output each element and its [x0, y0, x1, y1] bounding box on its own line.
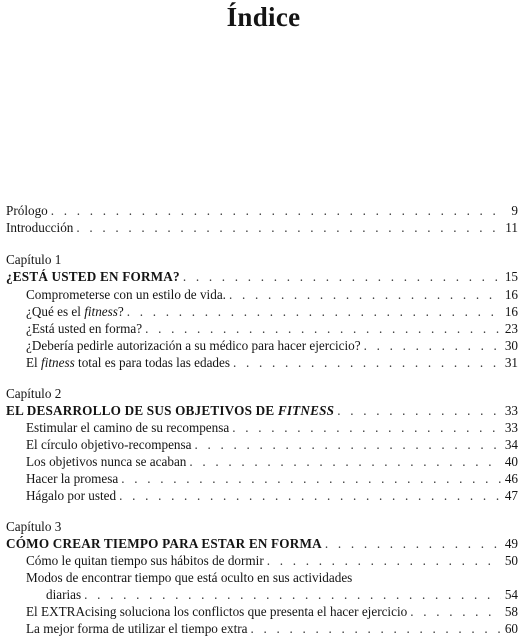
page-title: Índice: [226, 2, 301, 32]
chapter-heading: Capítulo 2: [6, 386, 62, 401]
toc-entry: [26, 419, 518, 437]
toc-entry: [46, 586, 518, 604]
toc-entry: [26, 286, 518, 304]
toc-entry-label: Cómo le quitan tiempo sus hábitos de dormir: [26, 553, 264, 568]
toc-entry-label: El EXTRAcising soluciona los conflictos que presenta el hacer ejercicio: [26, 604, 408, 619]
toc-entry-page: 47: [504, 488, 518, 503]
dot-leader: [76, 219, 501, 237]
dot-leader: [267, 552, 501, 570]
toc-entry-label: Modos de encontrar tiempo que está oculto en sus actividades: [26, 570, 353, 585]
dot-leader: [121, 470, 501, 488]
toc-entry-page: 58: [504, 604, 518, 619]
toc-entry: [26, 552, 518, 570]
dot-leader: [232, 419, 501, 437]
dot-leader: [233, 354, 501, 372]
dot-leader: [337, 402, 501, 420]
toc-entry: [26, 470, 518, 488]
toc-entry-label: Los objetivos nunca se acaban: [26, 454, 187, 469]
dot-leader: [410, 603, 501, 621]
toc-entry-label: Comprometerse con un estilo de vida.: [26, 287, 226, 302]
toc-entry-label: ¿Debería pedirle autorización a su médico para hacer ejercicio?: [26, 338, 361, 353]
dot-leader: [183, 268, 501, 286]
toc-entry-label: Estimular el camino de su recompensa: [26, 420, 230, 435]
toc-entry: [26, 620, 518, 638]
toc-entry-page: 16: [504, 304, 518, 319]
toc-entry-label-continued: diarias: [46, 587, 82, 602]
dot-leader: [119, 487, 501, 505]
chapter-heading: Capítulo 1: [6, 252, 62, 267]
toc-entry-label: El fitness total es para todas las edades: [26, 355, 230, 370]
toc-entry-label: La mejor forma de utilizar el tiempo extra: [26, 621, 248, 636]
toc-entry: [26, 436, 518, 454]
toc-entry-page: 33: [504, 420, 518, 435]
toc-entry: [26, 487, 518, 505]
chapter-title-row: [6, 535, 518, 553]
dot-leader: [84, 586, 501, 604]
toc-entry-page: 49: [504, 536, 518, 551]
dot-leader: [251, 620, 501, 638]
toc-entry-page: 30: [504, 338, 518, 353]
toc-entry-label: El círculo objetivo-recompensa: [26, 437, 192, 452]
dot-leader: [51, 202, 501, 220]
toc-entry-label: Introducción: [6, 220, 74, 235]
toc-entry-label: ¿Está usted en forma?: [26, 321, 143, 336]
toc-entry-page: 16: [504, 287, 518, 302]
chapter-title-row: [6, 402, 518, 420]
toc-entry-page: 40: [504, 454, 518, 469]
dot-leader: [229, 286, 501, 304]
toc-entry-label: Hacer la promesa: [26, 471, 119, 486]
chapter-title-row: [6, 268, 518, 286]
dot-leader: [325, 535, 501, 553]
toc-entry: [26, 320, 518, 338]
dot-leader: [195, 436, 501, 454]
toc-entry: [26, 354, 518, 372]
toc-entry-page: 15: [504, 269, 518, 284]
toc-entry-prologo: [6, 202, 518, 220]
toc-entry: [26, 303, 518, 321]
chapter-title: EL DESARROLLO DE SUS OBJETIVOS DE FITNESS: [6, 403, 335, 418]
chapter-heading: Capítulo 3: [6, 519, 62, 534]
toc-entry-label: Prólogo: [6, 203, 48, 218]
toc-entry-page: 31: [504, 355, 518, 370]
dot-leader: [189, 453, 501, 471]
toc-entry-page: 9: [511, 203, 518, 218]
toc-entry: [26, 603, 518, 621]
chapter-title: ¿ESTÁ USTED EN FORMA?: [6, 269, 180, 284]
chapter-title: CÓMO CREAR TIEMPO PARA ESTAR EN FORMA: [6, 536, 322, 551]
toc-entry-page: 46: [504, 471, 518, 486]
dot-leader: [127, 303, 501, 321]
dot-leader: [145, 320, 501, 338]
toc-entry-page: 54: [504, 587, 518, 602]
toc-entry: [26, 337, 518, 355]
toc-entry-page: 34: [504, 437, 518, 452]
toc-entry-page: 11: [505, 220, 518, 235]
toc-entry-page: 50: [504, 553, 518, 568]
dot-leader: [364, 337, 501, 355]
toc-entry-label: ¿Qué es el fitness?: [26, 304, 124, 319]
toc-entry-introduccion: [6, 219, 518, 237]
toc-entry-page: 23: [504, 321, 518, 336]
toc-entry-page: 60: [504, 621, 518, 636]
toc-entry-page: 33: [504, 403, 518, 418]
toc-entry: [26, 453, 518, 471]
toc-entry-label: Hágalo por usted: [26, 488, 117, 503]
